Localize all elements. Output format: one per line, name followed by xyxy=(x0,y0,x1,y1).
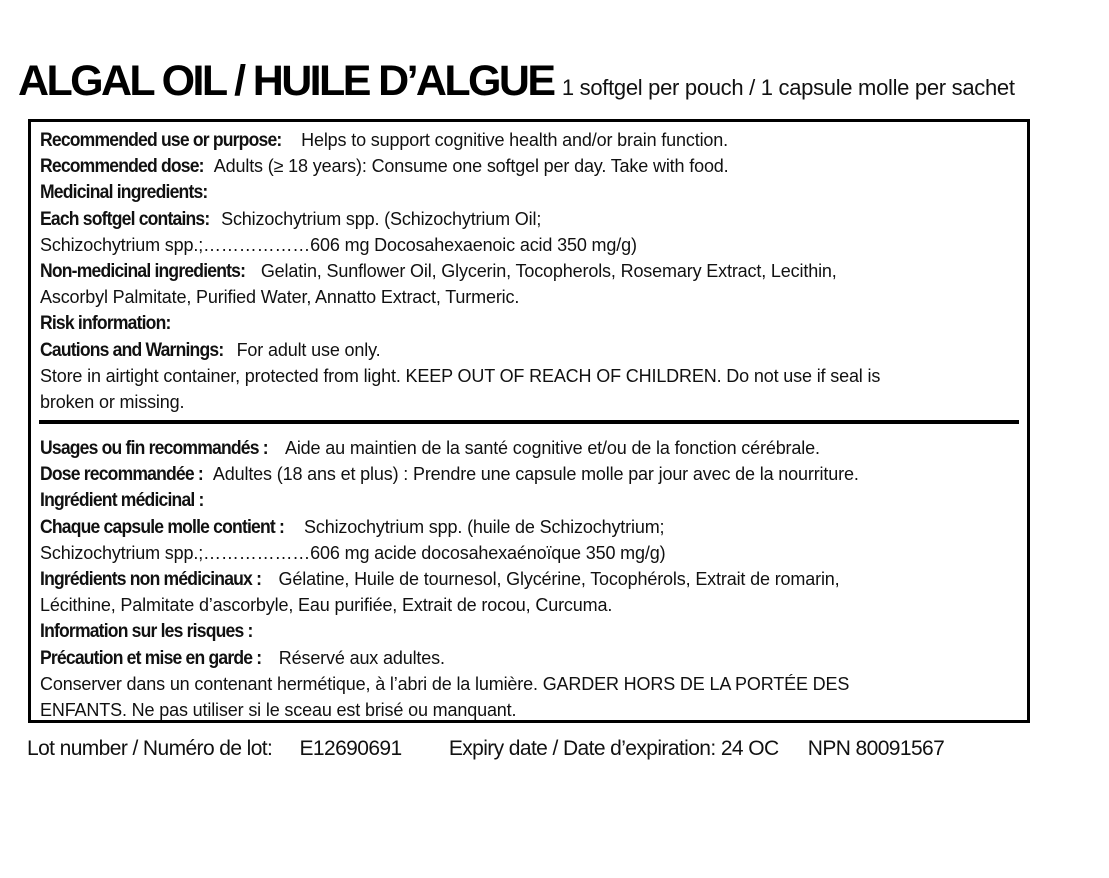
label-footer xyxy=(27,737,944,761)
risk-information-line xyxy=(40,310,1021,336)
non-medicinal-label-fr: Ingrédients non médicinaux : xyxy=(40,568,262,591)
cautions-label-fr: Précaution et mise en garde : xyxy=(40,646,262,669)
recommended-use-text-fr: Aide au maintien de la santé cognitive et/ou de la fonction cérébrale. xyxy=(281,438,820,458)
expiry-date: Expiry date / Date d’expiration: 24 OC xyxy=(448,737,779,760)
each-softgel-label-fr: Chaque capsule molle contient : xyxy=(40,515,285,538)
recommended-dose-label: Recommended dose: xyxy=(40,155,204,178)
non-medicinal-line xyxy=(40,258,1021,284)
recommended-dose-text: Adults (≥ 18 years): Consume one softgel per day. Take with food. xyxy=(209,156,729,177)
each-softgel-line xyxy=(40,206,1021,232)
product-title: ALGAL OIL / HUILE D’ALGUE xyxy=(18,57,554,105)
language-divider xyxy=(39,420,1019,424)
non-medicinal-continued: Ascorbyl Palmitate, Purified Water, Annatto Extract, Turmeric. xyxy=(40,287,520,308)
english-section xyxy=(40,127,1021,415)
recommended-use-label: Recommended use or purpose: xyxy=(40,129,282,151)
cautions-text-fr: Réservé aux adultes. xyxy=(273,647,445,668)
non-medicinal-text: Gelatin, Sunflower Oil, Glycerin, Tocopherols, Rosemary Extract, Lecithin, xyxy=(255,261,837,282)
risk-information-line-fr xyxy=(40,618,1021,644)
recommended-use-label-fr: Usages ou fin recommandés : xyxy=(40,437,268,459)
recommended-dose-line xyxy=(40,153,1021,179)
cautions-line-fr xyxy=(40,645,1021,671)
each-softgel-text: Schizochytrium spp. (Schizochytrium Oil; xyxy=(216,208,542,229)
non-medicinal-label: Non-medicinal ingredients: xyxy=(40,260,246,283)
cautions-label: Cautions and Warnings: xyxy=(40,338,224,361)
non-medicinal-text-fr: Gélatine, Huile de tournesol, Glycérine, Tocophérols, Extrait de romarin, xyxy=(273,569,840,590)
lot-number-value: E12690691 xyxy=(299,737,402,760)
storage-line-continued-fr: ENFANTS. Ne pas utiliser si le sceau est brisé ou manquant. xyxy=(40,700,517,721)
storage-line-fr: Conserver dans un contenant hermétique, à l’abri de la lumière. GARDER HORS DE LA PORTÉE DES xyxy=(40,673,850,694)
medicinal-ingredients-label-fr: Ingrédient médicinal : xyxy=(40,489,204,512)
french-section xyxy=(40,435,1021,723)
recommended-dose-text-fr: Adultes (18 ans et plus) : Prendre une capsule molle par jour avec de la nourriture. xyxy=(209,464,859,485)
non-medicinal-line-fr xyxy=(40,566,1021,592)
medicinal-ingredients-label: Medicinal ingredients: xyxy=(40,181,208,204)
lot-number-label: Lot number / Numéro de lot: xyxy=(27,737,273,760)
recommended-use-line-fr xyxy=(40,435,1021,461)
label-header xyxy=(18,56,1015,106)
recommended-use-text: Helps to support cognitive health and/or brain function. xyxy=(296,130,728,150)
each-softgel-line-fr xyxy=(40,514,1021,540)
each-softgel-text-fr: Schizochytrium spp. (huile de Schizochytrium; xyxy=(299,516,665,537)
cautions-text: For adult use only. xyxy=(231,339,381,360)
npn-number: NPN 80091567 xyxy=(807,737,945,760)
risk-information-label: Risk information: xyxy=(40,312,171,335)
label-panel xyxy=(28,119,1030,723)
medicinal-ingredients-line xyxy=(40,179,1021,205)
storage-line-continued: broken or missing. xyxy=(40,392,185,413)
medicinal-ingredients-line-fr xyxy=(40,487,1021,513)
non-medicinal-continued-fr: Lécithine, Palmitate d’ascorbyle, Eau purifiée, Extrait de rocou, Curcuma. xyxy=(40,595,613,616)
storage-line: Store in airtight container, protected from light. KEEP OUT OF REACH OF CHILDREN. Do not use if seal is xyxy=(40,365,881,386)
risk-information-label-fr: Information sur les risques : xyxy=(40,620,253,643)
product-subtitle: 1 softgel per pouch / 1 capsule molle per sachet xyxy=(561,75,1015,100)
recommended-dose-line-fr xyxy=(40,461,1021,487)
each-softgel-label: Each softgel contains: xyxy=(40,207,210,230)
recommended-use-line xyxy=(40,127,1021,153)
recommended-dose-label-fr: Dose recommandée : xyxy=(40,463,203,486)
ingredient-amount-line-fr: Schizochytrium spp.;………………606 mg acide docosahexaénoïque 350 mg/g) xyxy=(40,542,666,563)
cautions-line xyxy=(40,337,1021,363)
ingredient-amount-line: Schizochytrium spp.;………………606 mg Docosahexaenoic acid 350 mg/g) xyxy=(40,234,637,255)
